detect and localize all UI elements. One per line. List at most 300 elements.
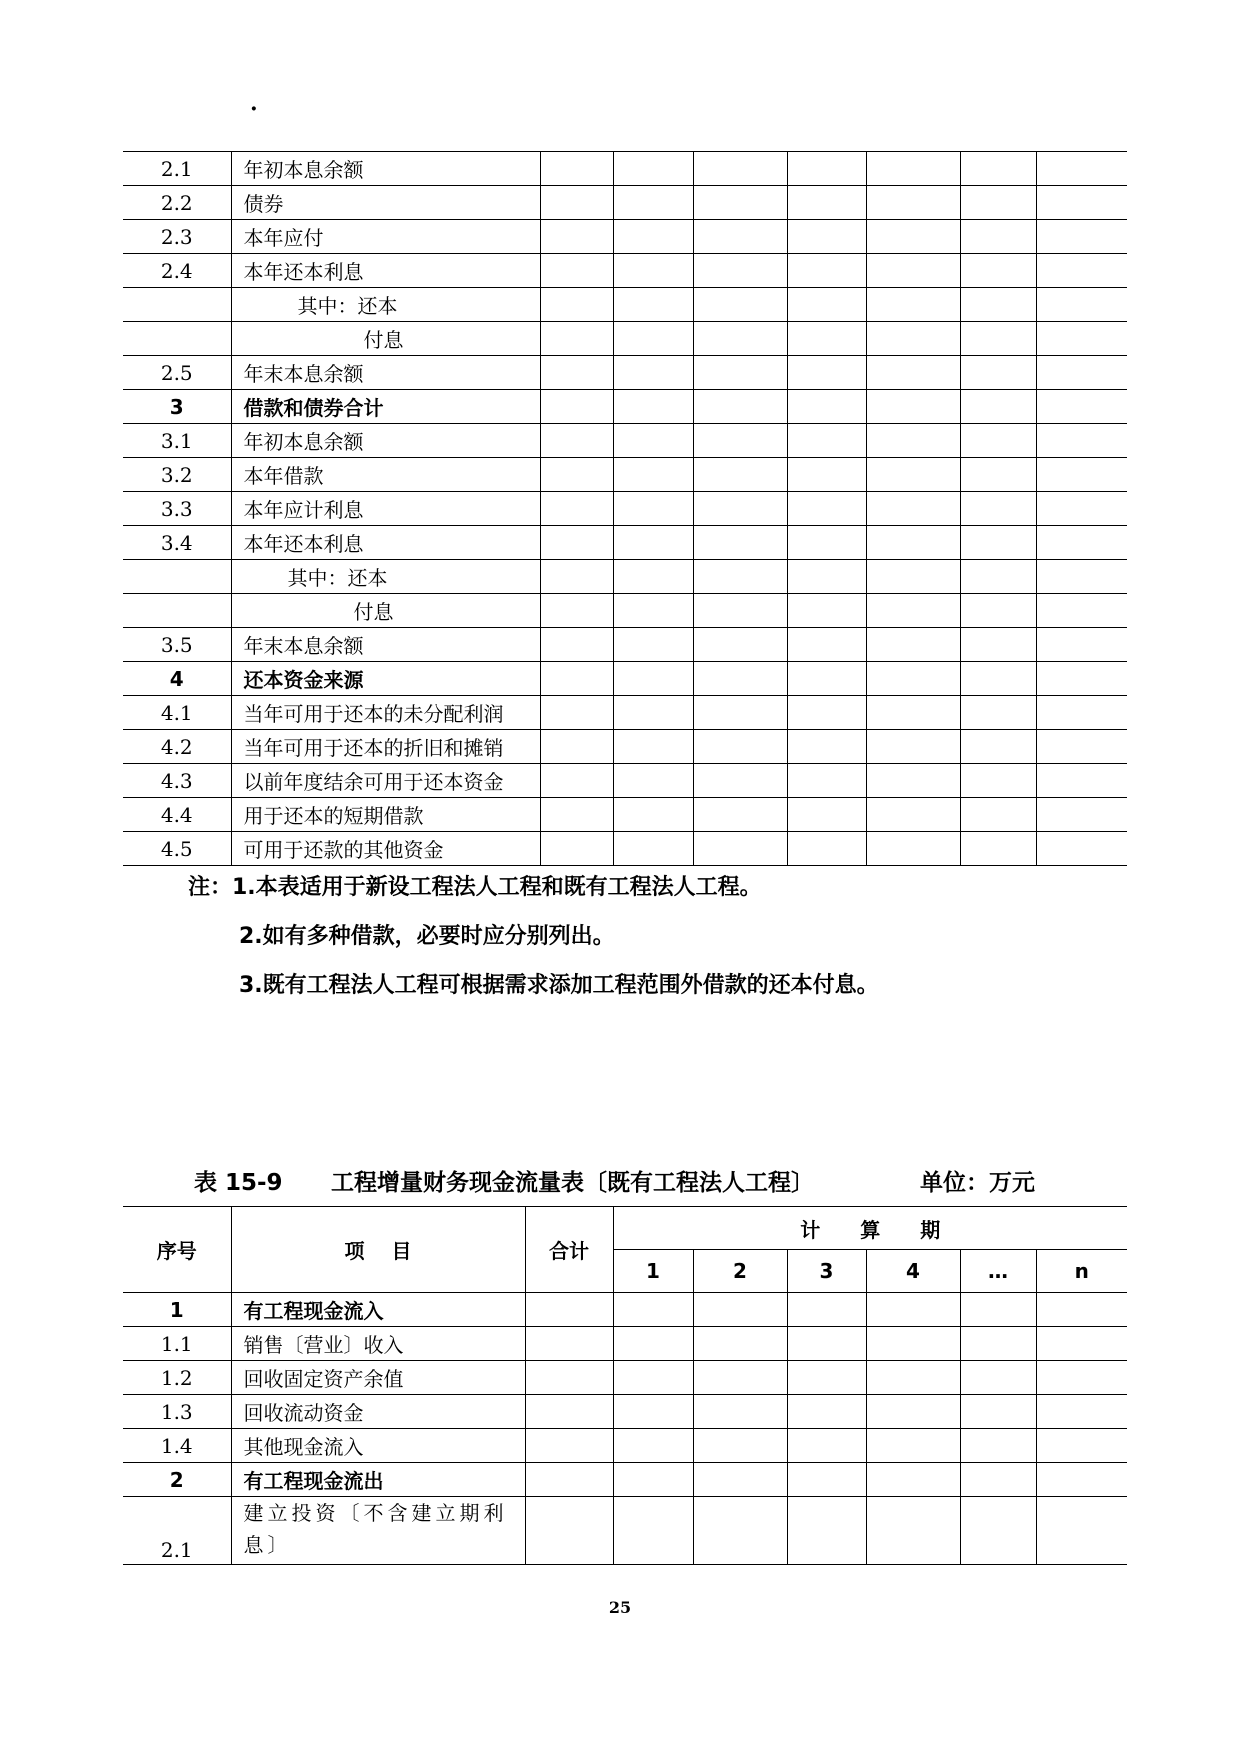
table-row [123, 288, 1127, 322]
value-cell [613, 798, 693, 832]
value-cell [1036, 322, 1127, 356]
value-cell [540, 186, 613, 220]
value-cell [787, 152, 866, 186]
value-cell [1036, 288, 1127, 322]
value-cell [613, 1429, 693, 1463]
value-cell [525, 1361, 613, 1395]
table-row [123, 322, 1127, 356]
value-cell [787, 1429, 866, 1463]
value-cell [866, 560, 960, 594]
value-cell [1036, 594, 1127, 628]
value-cell [613, 560, 693, 594]
value-cell [1036, 1361, 1127, 1395]
value-cell [693, 662, 787, 696]
value-cell [866, 526, 960, 560]
value-cell [866, 628, 960, 662]
header-period-n: n [1036, 1250, 1127, 1293]
row-item: 有工程现金流出 [231, 1463, 525, 1497]
value-cell [960, 526, 1036, 560]
row-number: 4.2 [123, 730, 231, 764]
value-cell [693, 526, 787, 560]
value-cell [1036, 730, 1127, 764]
repayment-table [123, 151, 1127, 866]
value-cell [693, 1293, 787, 1327]
table-row [123, 1463, 1127, 1497]
value-cell [787, 1497, 866, 1565]
value-cell [960, 1327, 1036, 1361]
value-cell [866, 662, 960, 696]
table-row [123, 458, 1127, 492]
header-item: 项 目 [231, 1207, 525, 1293]
value-cell [787, 832, 866, 866]
value-cell [866, 322, 960, 356]
table-row [123, 662, 1127, 696]
value-cell [613, 390, 693, 424]
value-cell [1036, 424, 1127, 458]
row-number [123, 594, 231, 628]
value-cell [866, 730, 960, 764]
value-cell [1036, 526, 1127, 560]
value-cell [1036, 220, 1127, 254]
value-cell [960, 390, 1036, 424]
note-2: 2.如有多种借款，必要时应分别列出。 [239, 924, 615, 949]
value-cell [787, 220, 866, 254]
value-cell [866, 1361, 960, 1395]
header-period-4: 4 [866, 1250, 960, 1293]
value-cell [613, 220, 693, 254]
value-cell [540, 288, 613, 322]
table-row [123, 1293, 1127, 1327]
note-1: 注：1.本表适用于新设工程法人工程和既有工程法人工程。 [188, 875, 762, 900]
value-cell [960, 1395, 1036, 1429]
header-period-3: 3 [787, 1250, 866, 1293]
value-cell [613, 662, 693, 696]
value-cell [693, 594, 787, 628]
value-cell [540, 628, 613, 662]
value-cell [1036, 560, 1127, 594]
value-cell [613, 1361, 693, 1395]
value-cell [787, 526, 866, 560]
row-item: 还本资金来源 [231, 662, 540, 696]
value-cell [866, 764, 960, 798]
value-cell [540, 220, 613, 254]
row-number: 3.4 [123, 526, 231, 560]
value-cell [693, 730, 787, 764]
header-period-ellipsis: … [960, 1250, 1036, 1293]
row-number: 3.1 [123, 424, 231, 458]
value-cell [866, 594, 960, 628]
value-cell [960, 1293, 1036, 1327]
header-period-2: 2 [693, 1250, 787, 1293]
value-cell [787, 594, 866, 628]
value-cell [693, 492, 787, 526]
value-cell [960, 798, 1036, 832]
value-cell [613, 356, 693, 390]
table-row [123, 424, 1127, 458]
row-number: 3 [123, 390, 231, 424]
row-item: 用于还本的短期借款 [231, 798, 540, 832]
value-cell [613, 1463, 693, 1497]
value-cell [960, 1361, 1036, 1395]
note-3: 3.既有工程法人工程可根据需求添加工程范围外借款的还本付息。 [239, 973, 879, 998]
row-item: 本年应计利息 [231, 492, 540, 526]
value-cell [1036, 492, 1127, 526]
value-cell [787, 1293, 866, 1327]
value-cell [1036, 662, 1127, 696]
value-cell [787, 390, 866, 424]
value-cell [866, 288, 960, 322]
value-cell [693, 356, 787, 390]
value-cell [540, 390, 613, 424]
value-cell [960, 152, 1036, 186]
row-item: 其他现金流入 [231, 1429, 525, 1463]
value-cell [540, 594, 613, 628]
value-cell [693, 390, 787, 424]
table-row [123, 730, 1127, 764]
value-cell [866, 696, 960, 730]
value-cell [613, 288, 693, 322]
row-item: 回收固定资产余值 [231, 1361, 525, 1395]
value-cell [787, 1463, 866, 1497]
value-cell [960, 424, 1036, 458]
row-number: 3.5 [123, 628, 231, 662]
row-number [123, 322, 231, 356]
value-cell [960, 832, 1036, 866]
value-cell [787, 424, 866, 458]
value-cell [613, 458, 693, 492]
value-cell [787, 1361, 866, 1395]
value-cell [693, 1361, 787, 1395]
value-cell [866, 186, 960, 220]
row-item: 其中：还本 [231, 288, 540, 322]
row-item: 年初本息余额 [231, 424, 540, 458]
value-cell [866, 1327, 960, 1361]
row-number: 1.1 [123, 1327, 231, 1361]
value-cell [1036, 356, 1127, 390]
value-cell [613, 322, 693, 356]
value-cell [787, 322, 866, 356]
value-cell [525, 1429, 613, 1463]
row-item: 本年应付 [231, 220, 540, 254]
table-row [123, 1361, 1127, 1395]
value-cell [693, 322, 787, 356]
value-cell [866, 220, 960, 254]
value-cell [613, 186, 693, 220]
row-number [123, 560, 231, 594]
value-cell [693, 1395, 787, 1429]
value-cell [960, 628, 1036, 662]
value-cell [1036, 390, 1127, 424]
table-row [123, 1497, 1127, 1565]
value-cell [525, 1497, 613, 1565]
value-cell [866, 798, 960, 832]
row-number: 4.3 [123, 764, 231, 798]
value-cell [960, 288, 1036, 322]
value-cell [866, 492, 960, 526]
value-cell [540, 492, 613, 526]
row-number: 1.4 [123, 1429, 231, 1463]
row-number: 4.4 [123, 798, 231, 832]
value-cell [693, 458, 787, 492]
value-cell [960, 594, 1036, 628]
value-cell [1036, 696, 1127, 730]
table-row [123, 152, 1127, 186]
value-cell [1036, 458, 1127, 492]
row-number: 3.3 [123, 492, 231, 526]
value-cell [693, 832, 787, 866]
row-number: 2.1 [123, 1497, 231, 1565]
value-cell [693, 696, 787, 730]
value-cell [787, 356, 866, 390]
value-cell [613, 594, 693, 628]
value-cell [1036, 832, 1127, 866]
value-cell [613, 1293, 693, 1327]
table-row [123, 1429, 1127, 1463]
table-row [123, 798, 1127, 832]
row-number: 4 [123, 662, 231, 696]
value-cell [787, 662, 866, 696]
value-cell [960, 662, 1036, 696]
value-cell [693, 1497, 787, 1565]
table-row [123, 832, 1127, 866]
header-total: 合计 [525, 1207, 613, 1293]
row-item: 其中：还本 [231, 560, 540, 594]
header-no: 序号 [123, 1207, 231, 1293]
value-cell [693, 288, 787, 322]
value-cell [540, 152, 613, 186]
value-cell [787, 288, 866, 322]
row-number: 1.2 [123, 1361, 231, 1395]
table-row [123, 492, 1127, 526]
value-cell [525, 1293, 613, 1327]
table-number: 表 15-9 [194, 1170, 283, 1196]
value-cell [540, 798, 613, 832]
value-cell [960, 492, 1036, 526]
value-cell [1036, 1327, 1127, 1361]
row-item: 回收流动资金 [231, 1395, 525, 1429]
row-item: 付息 [231, 322, 540, 356]
value-cell [613, 730, 693, 764]
value-cell [866, 356, 960, 390]
row-number: 4.1 [123, 696, 231, 730]
value-cell [693, 1463, 787, 1497]
value-cell [613, 526, 693, 560]
value-cell [787, 186, 866, 220]
value-cell [540, 322, 613, 356]
value-cell [613, 628, 693, 662]
value-cell [693, 254, 787, 288]
table-row [123, 220, 1127, 254]
value-cell [866, 1463, 960, 1497]
value-cell [613, 1497, 693, 1565]
table-row [123, 628, 1127, 662]
value-cell [866, 424, 960, 458]
value-cell [540, 662, 613, 696]
row-number: 2.4 [123, 254, 231, 288]
row-item: 本年还本利息 [231, 254, 540, 288]
value-cell [960, 254, 1036, 288]
header-period: 计 算 期 [613, 1207, 1127, 1250]
value-cell [960, 186, 1036, 220]
value-cell [960, 1497, 1036, 1565]
value-cell [787, 696, 866, 730]
value-cell [540, 832, 613, 866]
value-cell [1036, 152, 1127, 186]
value-cell [613, 764, 693, 798]
value-cell [693, 764, 787, 798]
value-cell [866, 1429, 960, 1463]
value-cell [693, 560, 787, 594]
row-number: 1.3 [123, 1395, 231, 1429]
row-item: 销售〔营业〕收入 [231, 1327, 525, 1361]
value-cell [613, 492, 693, 526]
value-cell [866, 1497, 960, 1565]
row-item: 本年借款 [231, 458, 540, 492]
value-cell [540, 254, 613, 288]
row-item: 年初本息余额 [231, 152, 540, 186]
page-number: 25 [608, 1598, 632, 1617]
value-cell [693, 152, 787, 186]
value-cell [787, 798, 866, 832]
value-cell [1036, 186, 1127, 220]
value-cell [613, 832, 693, 866]
value-cell [540, 730, 613, 764]
row-number: 3.2 [123, 458, 231, 492]
row-number: 1 [123, 1293, 231, 1327]
row-item: 建立投资〔不含建立期利息〕 [231, 1497, 525, 1565]
value-cell [525, 1395, 613, 1429]
table-row [123, 186, 1127, 220]
top-mark: · [250, 96, 258, 122]
value-cell [693, 1429, 787, 1463]
row-number: 2.1 [123, 152, 231, 186]
value-cell [693, 798, 787, 832]
cash-flow-table [123, 1206, 1127, 1565]
value-cell [693, 1327, 787, 1361]
value-cell [1036, 798, 1127, 832]
value-cell [693, 186, 787, 220]
value-cell [540, 696, 613, 730]
value-cell [540, 424, 613, 458]
value-cell [1036, 764, 1127, 798]
value-cell [613, 1395, 693, 1429]
value-cell [693, 220, 787, 254]
value-cell [866, 1395, 960, 1429]
row-number: 2.2 [123, 186, 231, 220]
table-row [123, 390, 1127, 424]
table-title: 工程增量财务现金流量表〔既有工程法人工程〕 [331, 1170, 814, 1196]
table-row [123, 254, 1127, 288]
value-cell [787, 1327, 866, 1361]
value-cell [866, 1293, 960, 1327]
row-number: 2.5 [123, 356, 231, 390]
value-cell [613, 424, 693, 458]
row-item: 年末本息余额 [231, 628, 540, 662]
value-cell [540, 764, 613, 798]
value-cell [866, 152, 960, 186]
value-cell [787, 560, 866, 594]
value-cell [787, 254, 866, 288]
value-cell [693, 628, 787, 662]
value-cell [960, 1429, 1036, 1463]
value-cell [866, 390, 960, 424]
value-cell [960, 458, 1036, 492]
value-cell [787, 764, 866, 798]
row-number: 2.3 [123, 220, 231, 254]
value-cell [1036, 1293, 1127, 1327]
value-cell [960, 696, 1036, 730]
value-cell [787, 1395, 866, 1429]
table-row [123, 526, 1127, 560]
row-number: 4.5 [123, 832, 231, 866]
row-item: 以前年度结余可用于还本资金 [231, 764, 540, 798]
row-item: 当年可用于还本的未分配利润 [231, 696, 540, 730]
value-cell [1036, 1429, 1127, 1463]
value-cell [866, 254, 960, 288]
row-item: 本年还本利息 [231, 526, 540, 560]
value-cell [1036, 254, 1127, 288]
table-row [123, 1327, 1127, 1361]
value-cell [1036, 1395, 1127, 1429]
row-item: 可用于还款的其他资金 [231, 832, 540, 866]
value-cell [787, 458, 866, 492]
value-cell [525, 1463, 613, 1497]
value-cell [693, 424, 787, 458]
row-item: 债券 [231, 186, 540, 220]
value-cell [540, 458, 613, 492]
value-cell [960, 764, 1036, 798]
value-cell [787, 492, 866, 526]
table-notes [188, 872, 879, 1019]
value-cell [787, 730, 866, 764]
value-cell [1036, 628, 1127, 662]
value-cell [540, 560, 613, 594]
value-cell [866, 832, 960, 866]
value-cell [525, 1327, 613, 1361]
value-cell [613, 1327, 693, 1361]
table-row [123, 594, 1127, 628]
value-cell [960, 356, 1036, 390]
value-cell [960, 560, 1036, 594]
value-cell [960, 730, 1036, 764]
table-row [123, 356, 1127, 390]
table-row [123, 764, 1127, 798]
table-row [123, 1395, 1127, 1429]
value-cell [1036, 1463, 1127, 1497]
row-item: 当年可用于还本的折旧和摊销 [231, 730, 540, 764]
value-cell [1036, 1497, 1127, 1565]
value-cell [613, 696, 693, 730]
row-item: 年末本息余额 [231, 356, 540, 390]
value-cell [960, 1463, 1036, 1497]
header-period-1: 1 [613, 1250, 693, 1293]
row-item: 借款和债券合计 [231, 390, 540, 424]
row-number [123, 288, 231, 322]
value-cell [787, 628, 866, 662]
row-item: 付息 [231, 594, 540, 628]
value-cell [540, 356, 613, 390]
value-cell [866, 458, 960, 492]
value-cell [540, 526, 613, 560]
row-number: 2 [123, 1463, 231, 1497]
table-row [123, 696, 1127, 730]
table-unit: 单位：万元 [920, 1170, 1035, 1196]
value-cell [960, 220, 1036, 254]
value-cell [960, 322, 1036, 356]
row-item: 有工程现金流入 [231, 1293, 525, 1327]
value-cell [613, 254, 693, 288]
value-cell [613, 152, 693, 186]
